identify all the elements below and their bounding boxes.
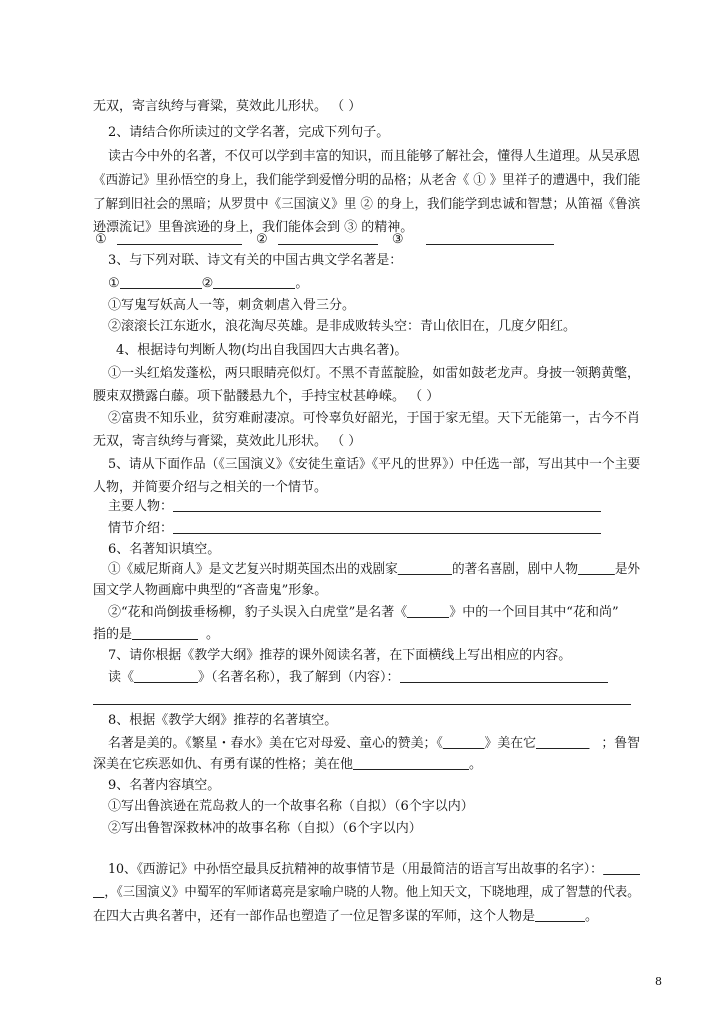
answer-blank[interactable] — [536, 735, 589, 749]
text-segment: 的著名喜剧，剧中人物 — [452, 562, 579, 577]
text-line: ②滚滚长江东逝水，浪花淘尽英雄。是非成败转头空：青山依旧在，几度夕阳红。 — [108, 319, 577, 334]
question-heading: 3、与下列对联、诗文有关的中国古典文学名著是： — [108, 253, 403, 268]
answer-blank[interactable] — [93, 884, 104, 898]
answer-blank[interactable] — [426, 231, 554, 245]
answer-blank[interactable] — [120, 275, 202, 289]
text-segment: ①《威尼斯商人》是文艺复兴时期英国杰出的戏剧家 — [108, 562, 398, 577]
text-line: 国文学人物画廊中典型的“吝啬鬼”形象。 — [93, 583, 328, 598]
question-heading: 5、请从下面作品（《三国演义》《安徒生童话》《平凡的世界》）中任选一部，写出其中一个主要 — [108, 457, 641, 472]
question-heading: 2、请结合你所读过的文学名著，完成下列句子。 — [108, 125, 390, 140]
text-segment: 深美在它疾恶如仇、有勇有谋的性格；美在他 — [93, 757, 354, 772]
answer-line — [108, 669, 608, 687]
punctuation: 。 — [206, 627, 220, 642]
text-line: ①一头红焰发蓬松，两只眼睛亮似灯。不黑不青蓝靛脸，如雷如鼓老龙声。身披一领鹅黄氅， — [108, 366, 641, 381]
answer-line — [108, 861, 640, 879]
answer-line — [93, 884, 640, 902]
text-segment: 在四大古典名著中，还有一部作品也塑造了一位足智多谋的军师，这个人物是 — [93, 909, 536, 924]
answer-line — [108, 561, 640, 579]
answer-blank[interactable] — [132, 626, 198, 640]
text-segment: 》中的一个回目其中“花和尚” — [449, 605, 619, 620]
text-segment: 名著是美的。《繁星・春水》美在它对母爱、童心的赞美；《 — [108, 736, 443, 751]
text-line: ②富贵不知乐业，贫穷难耐凄凉。可怜辜负好韶光，于国于家无望。天下无能第一，古今不肖 — [108, 411, 641, 426]
question-heading: 6、名著知识填空。 — [108, 542, 221, 557]
answer-line — [108, 735, 640, 753]
marker: ① — [108, 276, 120, 291]
marker: ② — [201, 276, 214, 291]
answer-blank[interactable] — [400, 669, 608, 683]
marker: ③ — [391, 232, 404, 247]
question-heading: 9、名著内容填空。 — [108, 778, 221, 793]
field-label: 主要人物： — [108, 499, 174, 514]
text-segment: 指的是 — [93, 627, 133, 642]
answer-line — [108, 498, 601, 516]
punctuation: 。 — [585, 909, 599, 924]
marker: ① — [95, 232, 107, 247]
text-line: 人物，并简要介绍与之相关的一个情节。 — [93, 480, 328, 495]
text-segment: ；鲁智 — [601, 736, 641, 751]
answer-blank[interactable] — [603, 861, 640, 875]
text-line: 《西游记》里孙悟空的身上，我们能学到爱憎分明的品格；从老舍《 ① 》里祥子的遭遇中，我们能 — [93, 173, 641, 188]
text-line: ②写出鲁智深救林冲的故事名称（自拟）（6个字以内） — [108, 821, 422, 836]
answer-blank[interactable] — [398, 561, 452, 575]
answer-blank[interactable] — [117, 231, 242, 245]
question-heading: 4、根据诗句判断人物(均出自我国四大古典名著)。 — [116, 343, 408, 358]
answer-blank[interactable] — [578, 561, 615, 575]
answer-blank[interactable] — [173, 498, 601, 512]
answer-line — [108, 604, 619, 622]
text-segment: 读《 — [108, 670, 135, 685]
answer-blank[interactable] — [353, 756, 469, 770]
page-number: 8 — [655, 975, 662, 988]
answer-line — [93, 908, 598, 926]
answer-line — [95, 231, 554, 249]
question-heading: 7、请你根据《教学大纲》推荐的课外阅读名著，在下面横线上写出相应的内容。 — [108, 648, 572, 663]
answer-blank[interactable] — [535, 908, 585, 922]
answer-blank[interactable] — [443, 735, 485, 749]
text-line: 了解到旧社会的黑暗；从罗贯中《三国演义》里 ② 的身上，我们能学到忠诚和智慧；从笛福《鲁滨 — [93, 197, 641, 212]
answer-blank[interactable] — [93, 692, 631, 705]
answer-blank[interactable] — [213, 275, 295, 289]
text-line: ①写出鲁滨逊在荒岛救人的一个故事名称（自拟）（6个字以内） — [108, 799, 474, 814]
text-line: 读古今中外的名著，不仅可以学到丰富的知识，而且能够了解社会，懂得人生道理。从吴承恩 — [108, 149, 641, 164]
question-heading: 8、根据《教学大纲》推荐的名著填空。 — [108, 713, 338, 728]
answer-blank[interactable] — [407, 604, 449, 618]
text-segment: ②“花和尚倒拔垂杨柳，豹子头误入白虎堂”是名著《 — [108, 605, 408, 620]
text-segment: 是外 — [614, 562, 641, 577]
answer-line — [108, 520, 601, 538]
answer-line — [93, 756, 482, 774]
marker: ② — [255, 232, 268, 247]
text-segment: 》美在它 — [484, 736, 537, 751]
text-segment: 》（名著名称），我了解到（内容）： — [198, 670, 400, 685]
answer-line — [93, 626, 219, 644]
text-line: 无双，寄言纨绔与膏粱，莫效此儿形状。 （ ） — [93, 99, 362, 114]
answer-blank[interactable] — [278, 231, 378, 245]
answer-blank[interactable] — [134, 669, 198, 683]
text-segment: 10、《西游记》中孙悟空最具反抗精神的故事情节是（用最简洁的语言写出故事的名字）： — [108, 862, 603, 877]
field-label: 情节介绍： — [108, 521, 174, 536]
text-line: 腰束双攒露白藤。项下骷髅悬九个，手持宝杖甚峥嵘。 （ ） — [93, 389, 440, 404]
answer-blank[interactable] — [173, 520, 601, 534]
text-line: 无双，寄言纨绔与膏粱，莫效此儿形状。 （ ） — [93, 434, 362, 449]
punctuation: 。 — [295, 276, 309, 291]
text-line: 逊漂流记》里鲁滨逊的身上，我们能体会到 ③ 的精神。 — [93, 220, 414, 235]
punctuation: 。 — [469, 757, 483, 772]
text-line: ①写鬼写妖高人一等，刺贪刺虐入骨三分。 — [108, 298, 356, 313]
text-segment: ，《三国演义》中蜀军的军师诸葛亮是家喻户晓的人物。他上知天文，下晓地理，成了智慧的代表。 — [104, 885, 640, 900]
answer-line — [108, 275, 308, 293]
